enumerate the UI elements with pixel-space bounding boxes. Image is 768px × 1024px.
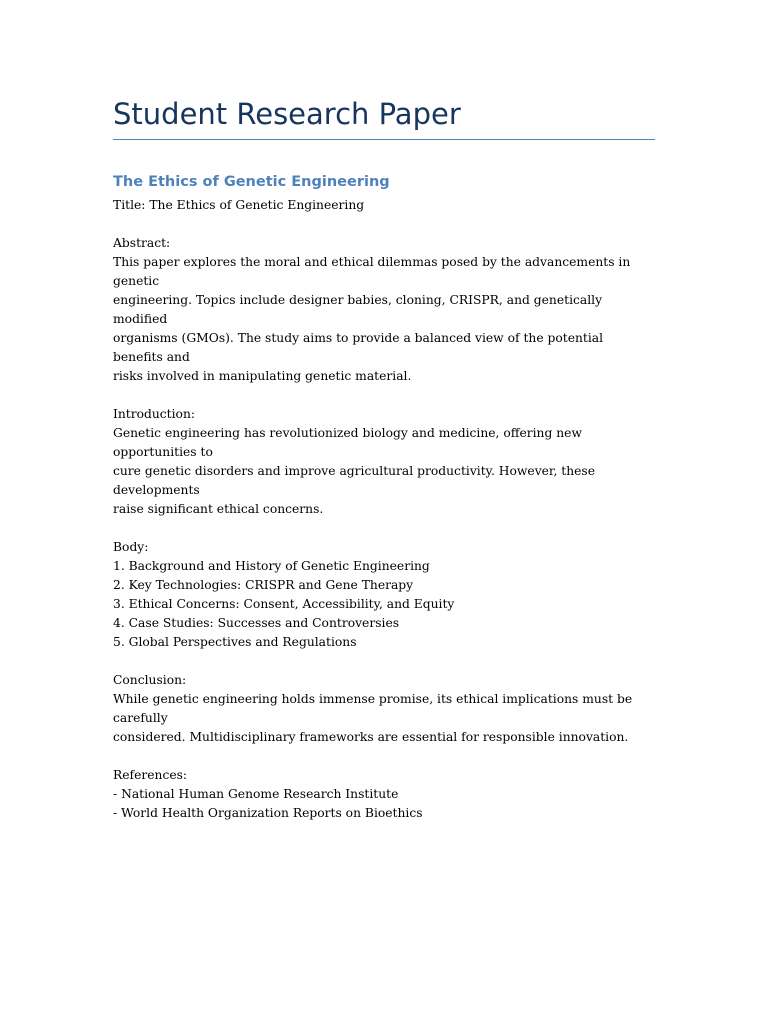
body-list-item: 2. Key Technologies: CRISPR and Gene Therapy [113,578,414,592]
introduction-line: raise significant ethical concerns. [113,502,324,516]
reference-item: - National Human Genome Research Institute [113,787,399,801]
body-label: Body: [113,540,149,554]
conclusion-line: considered. Multidisciplinary frameworks are essential for responsible innovation. [113,730,629,744]
document-title: Student Research Paper [113,97,461,131]
body-list-item: 4. Case Studies: Successes and Controversies [113,616,400,630]
paragraph-gap [113,386,655,405]
references-label: References: [113,768,188,782]
abstract-line: organisms (GMOs). The study aims to provide a balanced view of the potential benefits and [113,331,604,364]
paragraph-gap [113,747,655,766]
paragraph-gap [113,215,655,234]
introduction-line: Genetic engineering has revolutionized biology and medicine, offering new opportunities to [113,426,582,459]
conclusion-line: While genetic engineering holds immense promise, its ethical implications must be carefully [113,692,633,725]
conclusion-label: Conclusion: [113,673,187,687]
reference-item: - World Health Organization Reports on Bioethics [113,806,423,820]
title-line: Title: The Ethics of Genetic Engineering [113,198,365,212]
abstract-line: risks involved in manipulating genetic material. [113,369,412,383]
body-list-item: 3. Ethical Concerns: Consent, Accessibility, and Equity [113,597,455,611]
introduction-label: Introduction: [113,407,196,421]
body-list-item: 1. Background and History of Genetic Engineering [113,559,430,573]
paragraph-gap [113,652,655,671]
abstract-line: engineering. Topics include designer babies, cloning, CRISPR, and genetically modified [113,293,603,326]
body-list-item: 5. Global Perspectives and Regulations [113,635,357,649]
title-underline-rule [113,139,655,140]
paragraph-gap [113,519,655,538]
abstract-line: This paper explores the moral and ethical dilemmas posed by the advancements in genetic [113,255,631,288]
paper-heading: The Ethics of Genetic Engineering [113,174,390,190]
abstract-label: Abstract: [113,236,171,250]
introduction-line: cure genetic disorders and improve agricultural productivity. However, these developments [113,464,595,497]
paper-body [113,196,655,823]
